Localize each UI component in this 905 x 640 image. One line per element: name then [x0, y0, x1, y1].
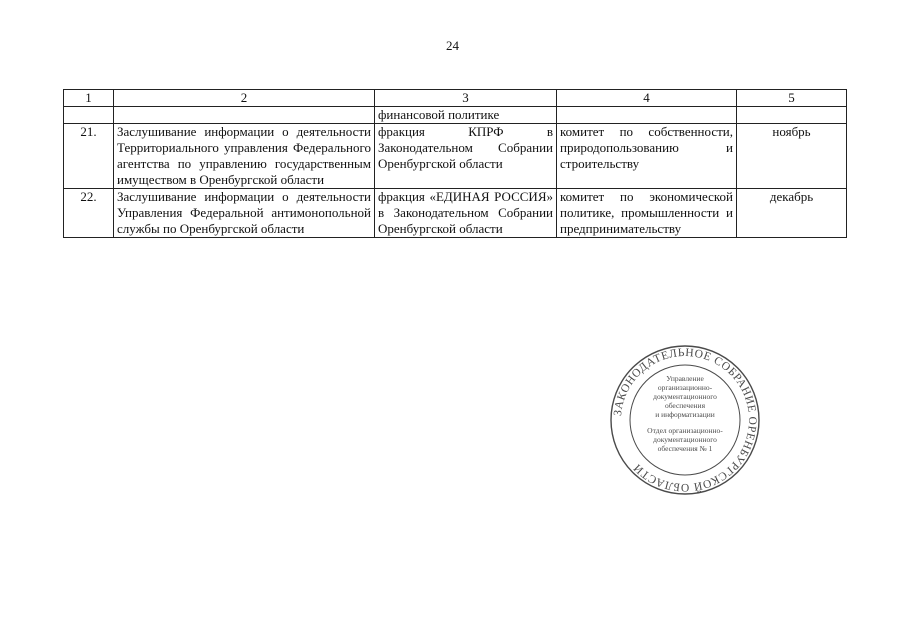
row-committee: комитет по экономической политике, промышленности и предпринимательству	[557, 189, 737, 238]
svg-text:документационного: документационного	[653, 392, 717, 401]
row-number: 22.	[64, 189, 114, 238]
row-number: 21.	[64, 124, 114, 189]
svg-text:обеспечения № 1: обеспечения № 1	[657, 444, 713, 453]
table-header-row	[64, 90, 847, 107]
events-table	[63, 89, 847, 238]
table-row	[64, 189, 847, 238]
table-row	[64, 124, 847, 189]
svg-text:организационно-: организационно-	[657, 383, 713, 392]
column-committee-header: 4	[557, 90, 737, 107]
row-committee: комитет по собственности, природопользованию и строительству	[557, 124, 737, 189]
page-number: 24	[446, 38, 459, 53]
svg-text:документационного: документационного	[653, 435, 717, 444]
row-event: Заслушивание информации о деятельности Территориального управления Федерального агентства по управлению государственным имуществом в Оренбургской области	[114, 124, 375, 189]
column-event-header: 2	[114, 90, 375, 107]
row-deadline: декабрь	[737, 189, 847, 238]
column-deadline-header: 5	[737, 90, 847, 107]
table-row-continuation	[64, 107, 847, 124]
continuation-text: финансовой политике	[375, 107, 557, 124]
svg-text:обеспечения: обеспечения	[664, 401, 706, 410]
row-deadline: ноябрь	[737, 124, 847, 189]
svg-text:Управление: Управление	[666, 374, 704, 383]
svg-text:Отдел организационно-: Отдел организационно-	[647, 426, 723, 435]
svg-text:и информатизации: и информатизации	[655, 410, 715, 419]
seal-outer-text: ЗАКОНОДАТЕЛЬНОЕ СОБРАНИЕ ОРЕНБУРГСКОЙ ОБЛАСТИ	[612, 346, 759, 494]
row-initiator: фракция «ЕДИНАЯ РОССИЯ» в Законодательном Собрании Оренбургской области	[375, 189, 557, 238]
svg-text:ЗАКОНОДАТЕЛЬНОЕ СОБРАНИЕ ОРЕНБ	[612, 347, 758, 495]
column-initiator-header: 3	[375, 90, 557, 107]
official-seal-stamp	[608, 343, 762, 497]
column-number-header: 1	[64, 90, 114, 107]
row-event: Заслушивание информации о деятельности Управления Федеральной антимонопольной службы по Оренбургской области	[114, 189, 375, 238]
row-initiator: фракция КПРФ в Законодательном Собрании Оренбургской области	[375, 124, 557, 189]
